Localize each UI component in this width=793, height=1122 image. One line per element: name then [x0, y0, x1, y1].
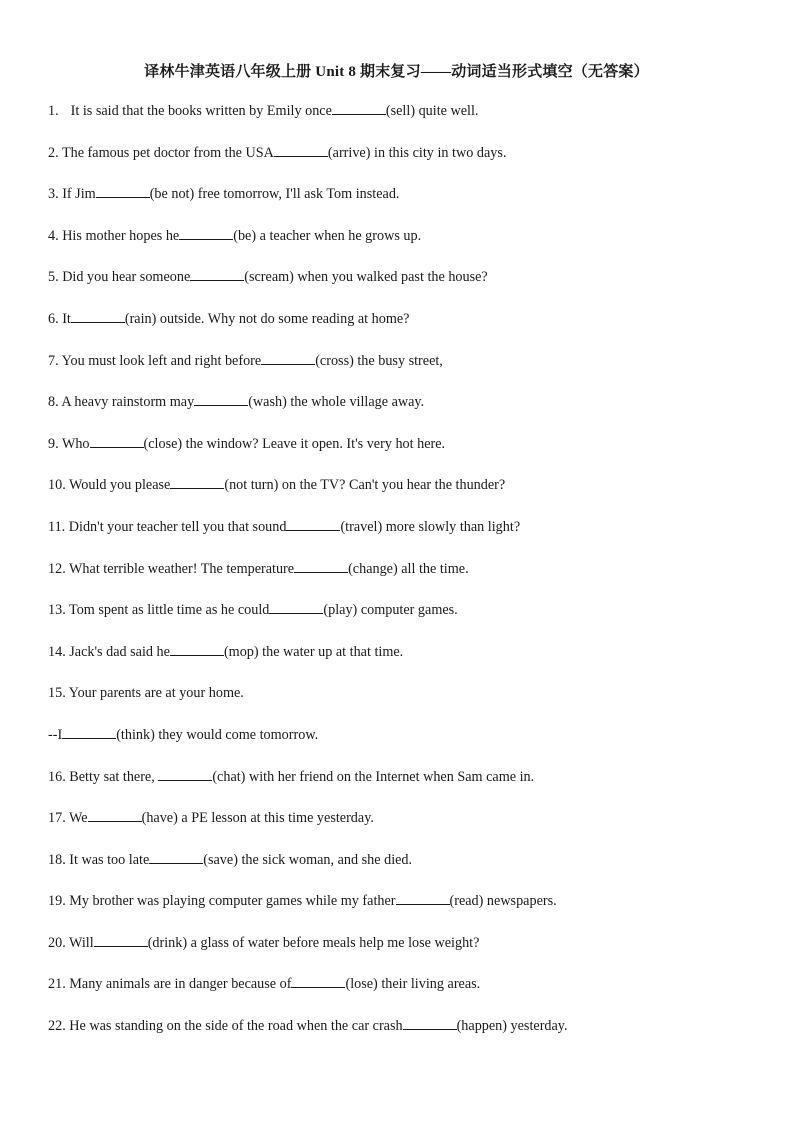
question-text-after: (happen) yesterday. [456, 1018, 568, 1035]
question-item [48, 434, 768, 476]
question-text-after: (mop) the water up at that time. [223, 643, 404, 660]
question-item [48, 101, 768, 143]
question-text-before: The famous pet doctor from the USA [61, 144, 274, 161]
answer-blank[interactable] [149, 850, 203, 864]
question-text-after: (be) a teacher when he grows up. [233, 227, 422, 244]
question-text-before: Will [69, 934, 94, 951]
answer-blank[interactable] [179, 226, 233, 240]
question-item [48, 517, 768, 559]
question-text-after: (play) computer games. [323, 602, 458, 619]
question-item [48, 226, 768, 268]
answer-blank[interactable] [190, 267, 244, 281]
page-title: 译林牛津英语八年级上册 Unit 8 期末复习——动词适当形式填空（无答案） [144, 64, 649, 80]
question-number: 19. [48, 893, 66, 910]
question-item [48, 808, 768, 850]
question-text-before: We [69, 810, 88, 827]
question-number: 9. [48, 435, 59, 452]
question-text-after: (drink) a glass of water before meals help me lose weight? [147, 934, 480, 951]
question-number: 21. [48, 976, 66, 993]
answer-blank[interactable] [62, 725, 116, 739]
question-text-before: His mother hopes he [62, 227, 180, 244]
question-text-before: It is said that the books written by Emily once [70, 103, 332, 119]
question-item [48, 850, 768, 892]
answer-blank[interactable] [269, 600, 323, 614]
question-number: 16. [48, 768, 66, 785]
question-text-after: (travel) more slowly than light? [340, 518, 521, 535]
question-item [48, 309, 768, 351]
question-text-before: Betty sat there, [69, 768, 155, 785]
question-item [48, 475, 768, 517]
question-item [48, 392, 768, 434]
question-number: 10. [48, 477, 66, 494]
question-item [48, 559, 768, 601]
question-item [48, 933, 768, 975]
question-number: 17. [48, 810, 66, 827]
question-item [48, 184, 768, 226]
question-number: 18. [48, 851, 66, 868]
question-number: 14. [48, 643, 66, 660]
question-number: 5. [48, 269, 59, 286]
question-item [48, 267, 768, 309]
question-text-before: If Jim [62, 186, 96, 203]
question-number: 22. [48, 1018, 66, 1035]
question-text-after: (arrive) in this city in two days. [327, 144, 507, 161]
question-text-before: Didn't your teacher tell you that sound [68, 518, 287, 535]
answer-blank[interactable] [88, 808, 142, 822]
question-text-after: (not turn) on the TV? Can't you hear the thunder? [224, 477, 506, 494]
answer-blank[interactable] [71, 309, 125, 323]
answer-blank[interactable] [90, 434, 144, 448]
answer-blank[interactable] [294, 559, 348, 573]
answer-blank[interactable] [286, 517, 340, 531]
question-text-before: Who [61, 435, 90, 452]
question-item [48, 642, 768, 684]
question-text-before: He was standing on the side of the road when the car crash [69, 1018, 403, 1035]
question-text-after: (save) the sick woman, and she died. [203, 851, 413, 868]
question-number: 8. [48, 394, 59, 411]
question-item [48, 891, 768, 933]
question-text-after: (lose) their living areas. [345, 976, 481, 993]
answer-blank[interactable] [170, 475, 224, 489]
question-item [48, 683, 768, 725]
answer-blank[interactable] [194, 392, 248, 406]
answer-blank[interactable] [158, 767, 212, 781]
question-number: 15. [48, 685, 66, 702]
answer-blank[interactable] [332, 101, 386, 115]
question-number: 7. [48, 352, 59, 369]
question-number: 3. [48, 186, 59, 203]
answer-blank[interactable] [261, 351, 315, 365]
question-text-before: You must look left and right before [61, 352, 262, 369]
question-text-after: (think) they would come tomorrow. [116, 726, 319, 743]
question-text-after: (change) all the time. [348, 560, 469, 577]
question-text-after: (rain) outside. Why not do some reading at home? [124, 310, 410, 327]
question-text-before: My brother was playing computer games while my father [69, 893, 396, 910]
question-text-before: It [62, 310, 71, 327]
question-number: 13. [48, 602, 66, 619]
question-text-before: A heavy rainstorm may [61, 394, 195, 411]
question-number: 20. [48, 934, 66, 951]
question-number: 12. [48, 560, 66, 577]
question-text-after: (scream) when you walked past the house? [244, 269, 488, 286]
question-text-after: (read) newspapers. [449, 893, 557, 910]
question-text-after: (chat) with her friend on the Internet when Sam came in. [212, 768, 535, 785]
question-item [48, 767, 768, 809]
question-text-before: Your parents are at your home. [68, 685, 244, 702]
question-text-before: It was too late [69, 851, 150, 868]
question-item [48, 1016, 768, 1058]
answer-blank[interactable] [396, 891, 450, 905]
question-number: 11. [48, 518, 66, 535]
question-text-before: Did you hear someone [62, 269, 191, 286]
question-number: --I [48, 726, 63, 743]
question-text-after: (be not) free tomorrow, I'll ask Tom instead. [149, 186, 400, 203]
answer-blank[interactable] [94, 933, 148, 947]
question-text-before: Tom spent as little time as he could [69, 602, 270, 619]
answer-blank[interactable] [96, 184, 150, 198]
question-text-before: What terrible weather! The temperature [69, 560, 295, 577]
question-text-after: (wash) the whole village away. [248, 394, 425, 411]
question-item [48, 600, 768, 642]
question-text-before: Many animals are in danger because of [69, 976, 292, 993]
question-text-after: (have) a PE lesson at this time yesterday. [141, 810, 374, 827]
question-item [48, 725, 768, 767]
question-item [48, 974, 768, 1016]
question-list [48, 101, 768, 1058]
question-text-after: (sell) quite well. [385, 103, 479, 119]
answer-blank[interactable] [403, 1016, 457, 1030]
question-text-before: Would you please [69, 477, 171, 494]
question-text-after: (close) the window? Leave it open. It's very hot here. [143, 435, 446, 452]
question-text-after: (cross) the busy street, [315, 352, 443, 369]
answer-blank[interactable] [291, 974, 345, 988]
answer-blank[interactable] [170, 642, 224, 656]
question-item [48, 143, 768, 185]
question-number: 1. [48, 103, 59, 119]
question-text-before: Jack's dad said he [69, 643, 170, 660]
answer-blank[interactable] [274, 143, 328, 157]
question-number: 2. [48, 144, 59, 161]
question-item [48, 351, 768, 393]
question-number: 6. [48, 310, 59, 327]
question-number: 4. [48, 227, 59, 244]
